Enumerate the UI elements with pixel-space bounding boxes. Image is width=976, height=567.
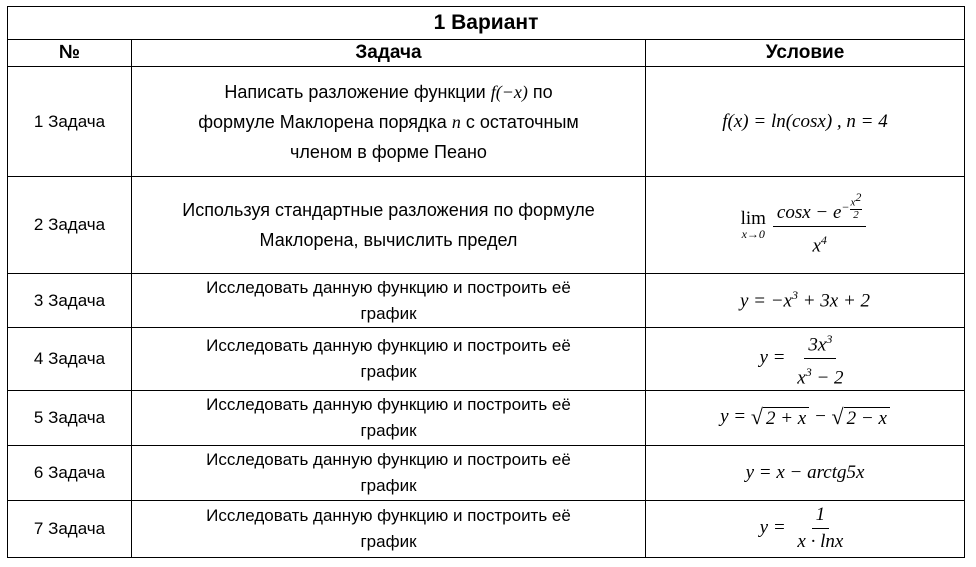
table-row bbox=[8, 390, 965, 445]
task-number: 3 Задача bbox=[8, 274, 132, 328]
task-condition: y = $\frac{3x^3}{x^3 - 2}$ bbox=[646, 328, 965, 391]
task-condition: y = $\frac{1}{x \cdot \ln x}$ bbox=[646, 500, 965, 557]
header-num: № bbox=[8, 40, 132, 67]
table-row bbox=[8, 274, 965, 328]
table-row bbox=[8, 67, 965, 177]
task-condition: f(x) = ln(cosx) , n = 4 bbox=[646, 67, 965, 177]
task-number: 2 Задача bbox=[8, 177, 132, 274]
table-row bbox=[8, 328, 965, 391]
task-text: Используя стандартные разложения по формуле Маклорена, вычислить предел bbox=[132, 177, 646, 274]
task-number: 7 Задача bbox=[8, 500, 132, 557]
task-text: Исследовать данную функцию и построить её график bbox=[132, 274, 646, 328]
task-number: 4 Задача bbox=[8, 328, 132, 391]
task-text: Исследовать данную функцию и построить её график bbox=[132, 445, 646, 500]
task-text: Исследовать данную функцию и построить её график bbox=[132, 500, 646, 557]
variant-title: 1 Вариант bbox=[8, 7, 965, 40]
task-number: 5 Задача bbox=[8, 390, 132, 445]
task-number: 6 Задача bbox=[8, 445, 132, 500]
task-condition: lim x→0 $\cos x - e^{- \frac{x^2}{2}}$ $x^4$ bbox=[646, 177, 965, 274]
task-text: Исследовать данную функцию и построить её график bbox=[132, 390, 646, 445]
task-condition: y = x − arctg5x bbox=[646, 445, 965, 500]
task-number: 1 Задача bbox=[8, 67, 132, 177]
task-text: Исследовать данную функцию и построить её график bbox=[132, 328, 646, 391]
header-condition: Условие bbox=[646, 40, 965, 67]
table-row bbox=[8, 445, 965, 500]
task-condition: y = √ 2 + x − √ 2 − x bbox=[646, 390, 965, 445]
variant-table bbox=[7, 6, 965, 558]
table-row bbox=[8, 177, 965, 274]
task-condition: $y = -x^3 + 3x + 2$ bbox=[646, 274, 965, 328]
table-row bbox=[8, 500, 965, 557]
header-task: Задача bbox=[132, 40, 646, 67]
task-text: Написать разложение функции f(−x) по формуле Маклорена порядка n с остаточным членом в форме Пеано bbox=[132, 67, 646, 177]
